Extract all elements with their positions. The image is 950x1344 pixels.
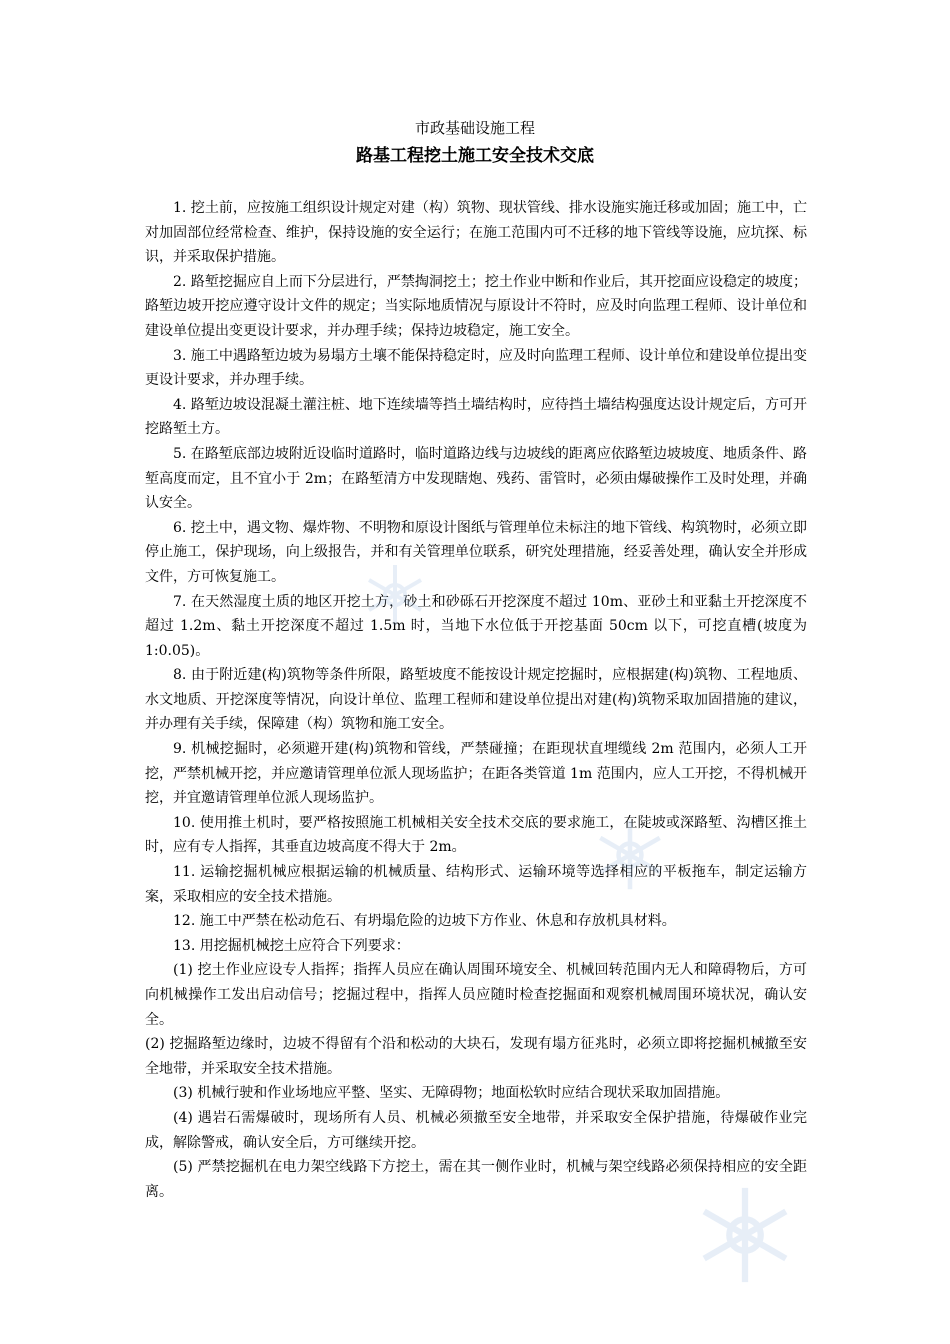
paragraph-4: 4. 路堑边坡设混凝土灌注桩、地下连续墙等挡土墙结构时，应待挡土墙结构强度达设计规定后，方可开挖路堑土方。: [145, 396, 807, 438]
sub-item-5: (5) 严禁挖掘机在电力架空线路下方挖土，需在其一侧作业时，机械与架空线路必须保持相应的安全距离。: [145, 1159, 807, 1200]
paragraph-12: 12. 施工中严禁在松动危石、有坍塌危险的边坡下方作业、休息和存放机具材料。: [173, 913, 676, 930]
document-body: [145, 196, 807, 1204]
sub-item-1: (1) 挖土作业应设专人指挥；指挥人员应在确认周围环境安全、机械回转范围内无人和障碍物后，方可向机械操作工发出启动信号；挖掘过程中，指挥人员应随时检查挖掘面和观察机械周围环境状况，确认安全。: [145, 962, 807, 1028]
sub-item-3: (3) 机械行驶和作业场地应平整、坚实、无障碍物；地面松软时应结合现状采取加固措施。: [173, 1085, 730, 1102]
paragraph-9: 9. 机械挖掘时，必须避开建(构)筑物和管线，严禁碰撞；在距现状直埋缆线 2m 范围内，必须人工开挖，严禁机械开挖，并应邀请管理单位派人现场监护；在距各类管道 1m 范围内，应人工开挖，不得机械开挖，并宜邀请管理单位派人现场监护。: [145, 741, 807, 807]
paragraph-6: 6. 挖土中，遇文物、爆炸物、不明物和原设计图纸与管理单位未标注的地下管线、构筑物时，必须立即停止施工，保护现场，向上级报告，并和有关管理单位联系，研究处理措施，经妥善处理，确认安全并形成文件，方可恢复施工。: [145, 519, 807, 585]
paragraph-1: 1. 挖土前，应按施工组织设计规定对建（构）筑物、现状管线、排水设施实施迁移或加固；施工中，亡对加固部位经常检查、维护，保持设施的安全运行；在施工范围内可不迁移的地下管线等设施，应坑探、标识，并采取保护措施。: [145, 200, 807, 266]
sub-item-2: (2) 挖掘路堑边缘时，边坡不得留有个沿和松动的大块石，发现有塌方征兆时，必须立即将挖掘机械撤至安全地带，并采取安全技术措施。: [145, 1036, 807, 1077]
paragraph-8: 8. 由于附近建(构)筑物等条件所限，路堑坡度不能按设计规定挖掘时，应根据建(构)筑物、工程地质、水文地质、开挖深度等情况，向设计单位、监理工程师和建设单位提出对建(构)筑物采取加固措施的建议，并办理有关手续，保障建（构）筑物和施工安全。: [145, 667, 807, 733]
document-title: 路基工程挖土施工安全技术交底: [356, 146, 594, 166]
paragraph-5: 5. 在路堑底部边坡附近设临时道路时，临时道路边线与边坡线的距离应依路堑边坡坡度、地质条件、路堑高度而定，且不宜小于 2m；在路堑清方中发现瞎炮、残药、雷管时，必须由爆破操作工及时处理，并确认安全。: [145, 445, 807, 512]
snowflake-watermark-icon: [590, 815, 670, 895]
paragraph-10: 10. 使用推土机时，要严格按照施工机械相关安全技术交底的要求施工，在陡坡或深路堑、沟槽区推土时，应有专人指挥，其垂直边坡高度不得大于 2m。: [145, 814, 807, 856]
snowflake-watermark-icon: [360, 560, 430, 630]
snowflake-watermark-icon: [690, 1180, 800, 1290]
paragraph-7: 7. 在天然湿度土质的地区开挖土方，砂土和砂砾石开挖深度不超过 10m、亚砂土和亚黏土开挖深度不超过 1.2m、黏土开挖深度不超过 1.5m 时，当地下水位低于开挖基面 50cm 以下，可挖直槽(坡度为 1:0.05)。: [145, 593, 807, 659]
document-subtitle: 市政基础设施工程: [414, 119, 535, 137]
paragraph-11: 11. 运输挖掘机械应根据运输的机械质量、结构形式、运输环境等选择相应的平板拖车，制定运输方案，采取相应的安全技术措施。: [145, 864, 807, 905]
paragraph-13: 13. 用挖掘机械挖土应符合下列要求：: [173, 937, 410, 954]
paragraph-3: 3. 施工中遇路堑边坡为易塌方土壤不能保持稳定时，应及时向监理工程师、设计单位和建设单位提出变更设计要求，并办理手续。: [145, 347, 807, 389]
sub-item-4: (4) 遇岩石需爆破时，现场所有人员、机械必须撤至安全地带，并采取安全保护措施，待爆破作业完成，解除警戒，确认安全后，方可继续开挖。: [145, 1109, 807, 1151]
paragraph-2: 2. 路堑挖掘应自上而下分层进行，严禁掏洞挖土；挖土作业中断和作业后，其开挖面应设稳定的坡度；路堑边坡开挖应遵守设计文件的规定；当实际地质情况与原设计不符时，应及时向监理工程师、设计单位和建设单位提出变更设计要求，并办理手续；保持边坡稳定，施工安全。: [145, 273, 807, 339]
